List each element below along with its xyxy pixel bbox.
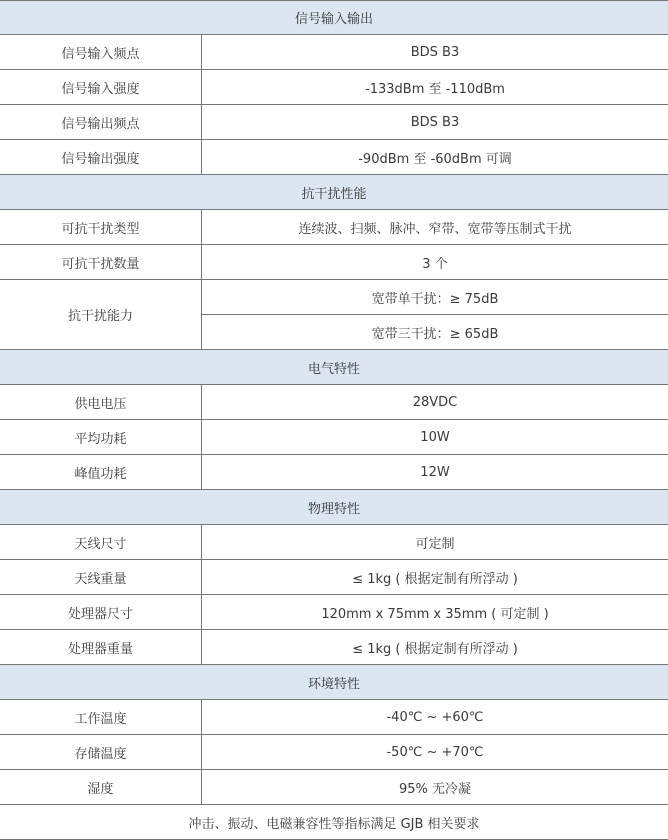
row-value: 宽带三干扰：≥ 65dB [202, 314, 668, 349]
row-value: 28VDC [412, 394, 458, 410]
row-label: 抗干扰能力 [0, 280, 202, 349]
row-value: -40℃ ~ +60℃ [386, 709, 484, 725]
table-row [0, 595, 668, 630]
row-value: 120mm x 75mm x 35mm ( 可定制 ) [321, 606, 549, 622]
table-row [0, 245, 668, 280]
row-label: 湿度 [0, 770, 202, 804]
row-value-group [202, 280, 668, 349]
table-row [0, 105, 668, 140]
row-value: 可定制 [415, 536, 455, 552]
table-row [0, 385, 668, 420]
table-row [0, 560, 668, 595]
row-value: -50℃ ~ +70℃ [386, 744, 484, 760]
row-label: 处理器尺寸 [0, 595, 202, 629]
table-row [0, 700, 668, 735]
table-row [0, 770, 668, 805]
row-label: 信号输出强度 [0, 140, 202, 174]
row-label: 可抗干扰数量 [0, 245, 202, 279]
section-header: 环境特性 [0, 665, 668, 700]
table-row [0, 630, 668, 665]
section-header: 抗干扰性能 [0, 175, 668, 210]
table-row [0, 140, 668, 175]
table-footer-note: 冲击、振动、电磁兼容性等指标满足 GJB 相关要求 [0, 805, 668, 840]
row-value: 95% 无冷凝 [398, 781, 472, 797]
row-label: 可抗干扰类型 [0, 210, 202, 244]
row-label: 信号输出频点 [0, 105, 202, 139]
row-value: -90dBm 至 -60dBm 可调 [358, 151, 512, 167]
row-label: 信号输入强度 [0, 70, 202, 104]
table-row [0, 735, 668, 770]
row-value: ≤ 1kg ( 根据定制有所浮动 ) [352, 571, 518, 587]
row-label: 峰值功耗 [0, 455, 202, 489]
row-value: 12W [420, 464, 450, 480]
row-label: 存储温度 [0, 735, 202, 769]
row-label: 平均功耗 [0, 420, 202, 454]
row-label: 供电电压 [0, 385, 202, 419]
row-value: BDS B3 [410, 114, 460, 130]
table-row [0, 455, 668, 490]
row-label: 天线尺寸 [0, 525, 202, 559]
row-label: 工作温度 [0, 700, 202, 734]
row-value: ≤ 1kg ( 根据定制有所浮动 ) [352, 641, 518, 657]
row-value: 10W [420, 429, 450, 445]
row-value: 3 个 [422, 256, 448, 272]
table-row [0, 420, 668, 455]
table-row [0, 280, 668, 350]
row-label: 处理器重量 [0, 630, 202, 664]
table-row [0, 525, 668, 560]
section-header: 电气特性 [0, 350, 668, 385]
row-value: 宽带单干扰：≥ 75dB [371, 291, 499, 307]
section-header: 信号输入输出 [0, 0, 668, 35]
row-label: 天线重量 [0, 560, 202, 594]
row-value: 连续波、扫频、脉冲、窄带、宽带等压制式干扰 [298, 221, 572, 237]
table-row [0, 210, 668, 245]
table-row [0, 70, 668, 105]
row-value: BDS B3 [410, 44, 460, 60]
section-header: 物理特性 [0, 490, 668, 525]
row-value: -133dBm 至 -110dBm [365, 81, 505, 97]
row-label: 信号输入频点 [0, 35, 202, 69]
table-row [0, 35, 668, 70]
